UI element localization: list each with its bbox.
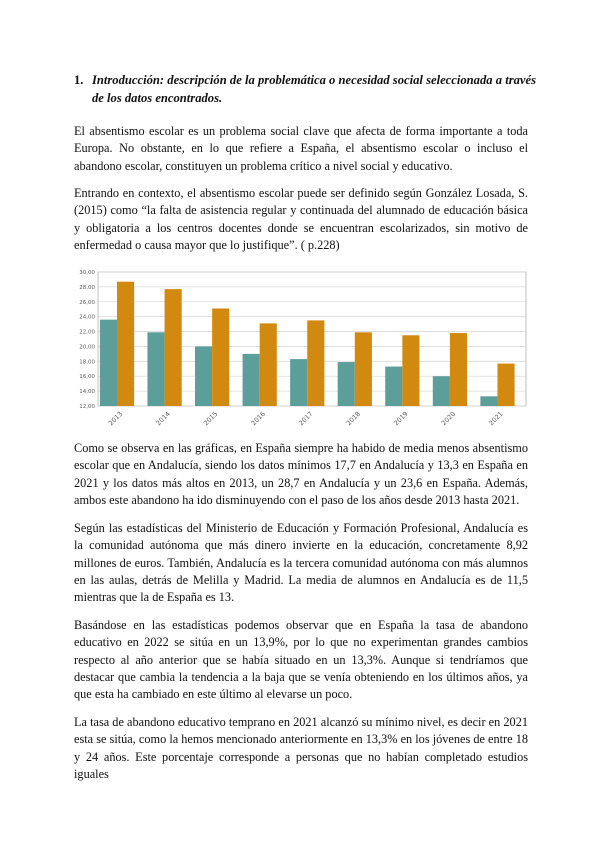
x-tick-label: 2020: [439, 409, 458, 428]
x-tick-label: 2016: [249, 409, 267, 428]
x-tick-label: 2018: [344, 409, 363, 428]
bar-espana-2017: [290, 359, 307, 406]
y-tick-label: 22,00: [79, 329, 95, 336]
section-title: Introducción: descripción de la problemática o necesidad social seleccionada a través de los datos encontrados.: [92, 73, 536, 105]
bar-espana-2018: [338, 362, 355, 406]
paragraph-chart-analysis: Como se observa en las gráficas, en España siempre ha habido de media menos absentismo escolar que en Andalucía, siendo los datos mínimos 17,7 en Andalucía y 13,3 en España en 2021 y los datos más altos en 2013, un 28,7 en Andalucía y un 23,6 en España. Además, ambos este abandono ha ido disminuyendo con el paso de los años desde 2013 hasta 2021.: [74, 441, 528, 507]
y-tick-label: 26,00: [79, 299, 95, 306]
x-tick-label: 2013: [106, 409, 125, 428]
y-tick-label: 20,00: [79, 344, 95, 351]
bar-andalucia-2019: [402, 335, 419, 406]
x-tick-label: 2021: [487, 409, 505, 428]
paragraph-intro: El absentismo escolar es un problema social clave que afecta de forma importante a toda Europa. No obstante, en lo que refiere a España, el absentismo escolar o incluso el abandono escolar, constituyen un problema crítico a nivel social y educativo.: [74, 124, 528, 173]
y-tick-label: 18,00: [79, 359, 95, 366]
y-tick-label: 30,00: [79, 270, 95, 276]
bar-espana-2016: [243, 354, 260, 406]
bar-andalucia-2014: [165, 289, 182, 406]
y-tick-label: 14,00: [79, 389, 95, 396]
paragraph-early-dropout: La tasa de abandono educativo temprano en 2021 alcanzó su mínimo nivel, es decir en 2021 esta se sitúa, como la hemos mencionado anteriormente en 13,3% en los jóvenes de entre 18 y 24 años. Este porcentaje corresponde a personas que no habían completado estudios iguales: [74, 715, 528, 781]
section-heading: [74, 71, 536, 107]
bar-andalucia-2017: [307, 320, 324, 406]
y-tick-label: 12,00: [79, 404, 95, 410]
y-tick-label: 24,00: [79, 314, 95, 321]
section-number: 1.: [74, 73, 84, 87]
bar-espana-2013: [100, 320, 117, 406]
bar-andalucia-2016: [260, 323, 277, 406]
bar-andalucia-2020: [450, 333, 467, 406]
bar-espana-2015: [195, 346, 212, 406]
bar-andalucia-2015: [212, 308, 229, 406]
x-tick-label: 2014: [154, 409, 172, 428]
x-tick-label: 2015: [202, 409, 220, 428]
bar-espana-2020: [433, 376, 450, 406]
bar-andalucia-2021: [497, 364, 514, 406]
bar-espana-2019: [385, 367, 402, 406]
x-tick-label: 2019: [392, 409, 410, 428]
x-tick-label: 2017: [297, 409, 315, 428]
bar-andalucia-2013: [117, 282, 134, 406]
paragraph-definition: Entrando en contexto, el absentismo escolar puede ser definido según González Losada, S. (2015) como “la falta de asistencia regular y continuada del alumnado de educación básica y obligatoria a los centros docentes donde se encuentran escolarizados, sin motivo de enfermedad o causa mayor que lo justifique”. ( p.228): [74, 186, 528, 252]
y-tick-label: 16,00: [79, 374, 95, 381]
bar-espana-2014: [147, 332, 164, 406]
paragraph-ministry-stats: Según las estadísticas del Ministerio de Educación y Formación Profesional, Andalucía es la comunidad autónoma que más dinero invierte en la educación, concretamente 8,92 millones de euros. También, Andalucía es la tercera comunidad autónoma con más alumnos en las aulas, detrás de Melilla y Madrid. La media de alumnos en Andalucía es de 11,5 mientras que la de España es 13.: [74, 521, 528, 605]
bar-espana-2021: [480, 396, 497, 406]
bar-andalucia-2018: [355, 332, 372, 406]
y-tick-label: 28,00: [79, 284, 95, 291]
paragraph-dropout-rate: Basándose en las estadísticas podemos observar que en España la tasa de abandono educativo en 2022 se sitúa en un 13,9%, por lo que no experimentan grandes cambios respecto al año anterior que se había situado en un 13,3%. Aunque si tendríamos que destacar que cambia la tendencia a la baja que se venía obteniendo en los últimos años, ya que esta ha cambiado en este último al elevarse un poco.: [74, 618, 528, 702]
absenteeism-bar-chart: [62, 264, 532, 434]
